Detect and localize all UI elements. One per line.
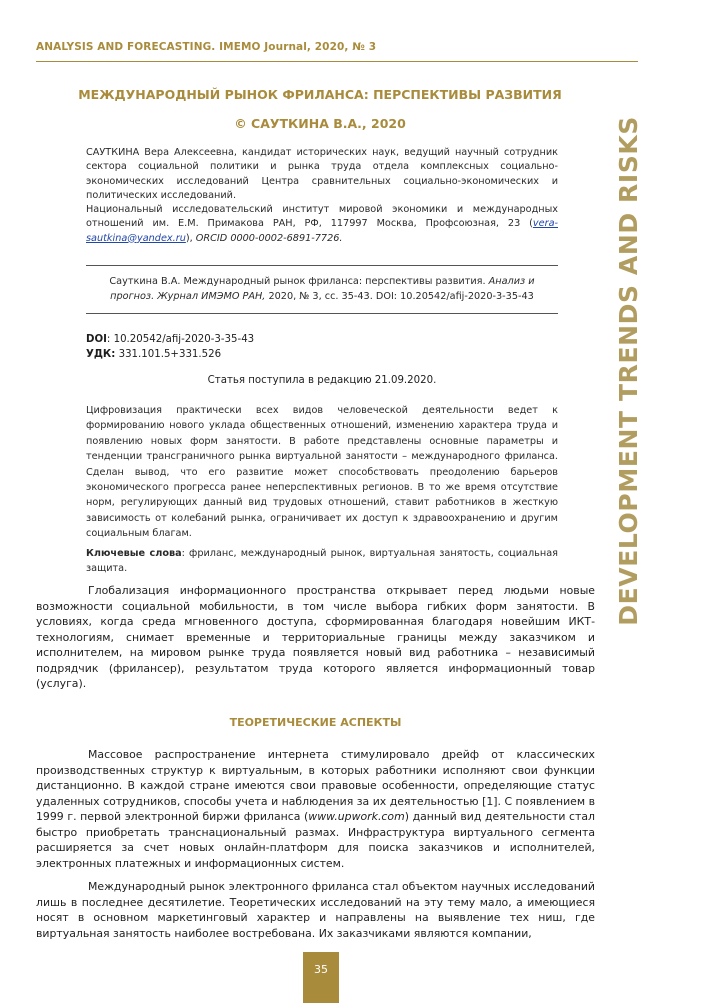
- section-heading: ТЕОРЕТИЧЕСКИЕ АСПЕКТЫ: [229, 716, 402, 729]
- abstract: Цифровизация практически всех видов человеческой деятельности ведет к формированию нового уклада общественных отношений, изменению характера труда и появлению новых форм занятости. В работе представлены основные параметры и тенденции трансграничного рынка виртуальной занятости – международного фриланса. Сделан вывод, что его развитие может способствовать преодолению барьеров экономического прогресса ранее неперспективных регионов. В то же время отсутствие норм, регулирующих данный вид трудовых отношений, ставит работников в жесткую зависимость от колебаний рынка, ограничивает их доступ к здравоохранению и другим социальным благам.: [86, 405, 558, 540]
- author-info: [86, 146, 558, 246]
- citation: [86, 275, 558, 304]
- author-orcid: ORCID 0000-0002-6891-7726.: [195, 232, 343, 244]
- author-bio: САУТКИНА Вера Алексеевна, кандидат исторических наук, ведущий научный сотрудник сектора социальной политики и рынка труда отдела комплексных социально-экономических исследований Центра сравнительных социально-экономических и политических исследований.: [86, 147, 558, 201]
- upwork-site: www.upwork.com: [308, 810, 405, 823]
- udk-value: 331.101.5+331.526: [115, 348, 222, 360]
- sidebar-title: DEVELOPMENT TRENDS AND RISKS: [613, 116, 643, 626]
- article-copyright: © САУТКИНА В.А., 2020: [234, 116, 406, 131]
- doi-value: : 10.20542/afij-2020-3-35-43: [106, 334, 255, 345]
- intro-paragraph: Глобализация информационного пространства открывает перед людьми новые возможности социальной мобильности, в том числе выбора гибких форм занятости. В условиях, когда среда мгновенного доступа, сформированная благодаря новейшим ИКТ-технологиям, снимает временные и территориальные границы между заказчиком и исполнителем, на мировом рынке труда появляется новый вид работника – независимый подрядчик (фрилансер), результатом труда которого является информационный товар (услуга).: [36, 584, 595, 690]
- journal-header: ANALYSIS AND FORECASTING. IMEMO Journal, 2020, № 3: [36, 41, 377, 53]
- citation-main: Сауткина В.А. Международный рынок фриланса: перспективы развития.: [109, 276, 486, 287]
- citation-top-rule: [86, 265, 558, 266]
- doi-label: DOI: [86, 334, 107, 345]
- received-date: Статья поступила в редакцию 21.09.2020.: [207, 375, 437, 386]
- keywords-text: : фриланс, международный рынок, виртуальная занятость, социальная защита.: [86, 548, 558, 575]
- body-paragraph-2: Международный рынок электронного фриланса стал объектом научных исследований лишь в последнее десятилетие. Теоретических исследований на эту тему мало, а имеющиеся носят в основном маркетинговый характер и направлены на выявление тех ниш, где виртуальная занятость наиболее востребована. Их заказчиками являются компании,: [36, 880, 595, 940]
- citation-bottom-rule: [86, 313, 558, 314]
- citation-journal: Анализ и прогноз. Журнал ИМЭМО РАН,: [110, 276, 535, 302]
- body-paragraph-1: Массовое распространение интернета стимулировало дрейф от классических производственных структур к виртуальным, в которых работники исполняют свои функции дистанционно. В каждой стране имеются свои правовые особенности, определяющие статус удаленных сотрудников, способы учета и наблюдения за их деятельностью [1]. С появлением в 1999 г. первой электронной биржи фриланса (www.upwork.com) данный вид деятельности стал быстро приобретать транснациональный размах. Инфраструктура виртуального сегмента расширяется за счет новых онлайн-платформ для поиска заказчиков и исполнителей, электронных платежных и информационных систем.: [36, 748, 595, 870]
- udk-label: УДК:: [86, 348, 116, 360]
- keywords: [86, 546, 558, 577]
- author-institution: Национальный исследовательский институт мировой экономики и международных отношений им. Е.М. Примакова РАН, РФ, 117997 Москва, Профсоюзная, 23 (vera-sautkina@yandex.ru), ORCID 0000-0002-6891-7726.: [86, 204, 558, 244]
- header-divider: [36, 61, 638, 62]
- author-email-link[interactable]: vera-sautkina@yandex.ru: [86, 218, 558, 244]
- doi-line: [86, 333, 254, 348]
- page-number: 35: [303, 952, 339, 1003]
- article-title: МЕЖДУНАРОДНЫЙ РЫНОК ФРИЛАНСА: ПЕРСПЕКТИВЫ РАЗВИТИЯ: [78, 87, 562, 102]
- identifiers: [86, 333, 254, 362]
- udk-line: [86, 348, 254, 363]
- section-sidebar: [613, 82, 643, 660]
- citation-details: 2020, № 3, сс. 35-43. DOI: 10.20542/afij-2020-3-35-43: [268, 290, 534, 302]
- keywords-label: Ключевые слова: [86, 548, 182, 559]
